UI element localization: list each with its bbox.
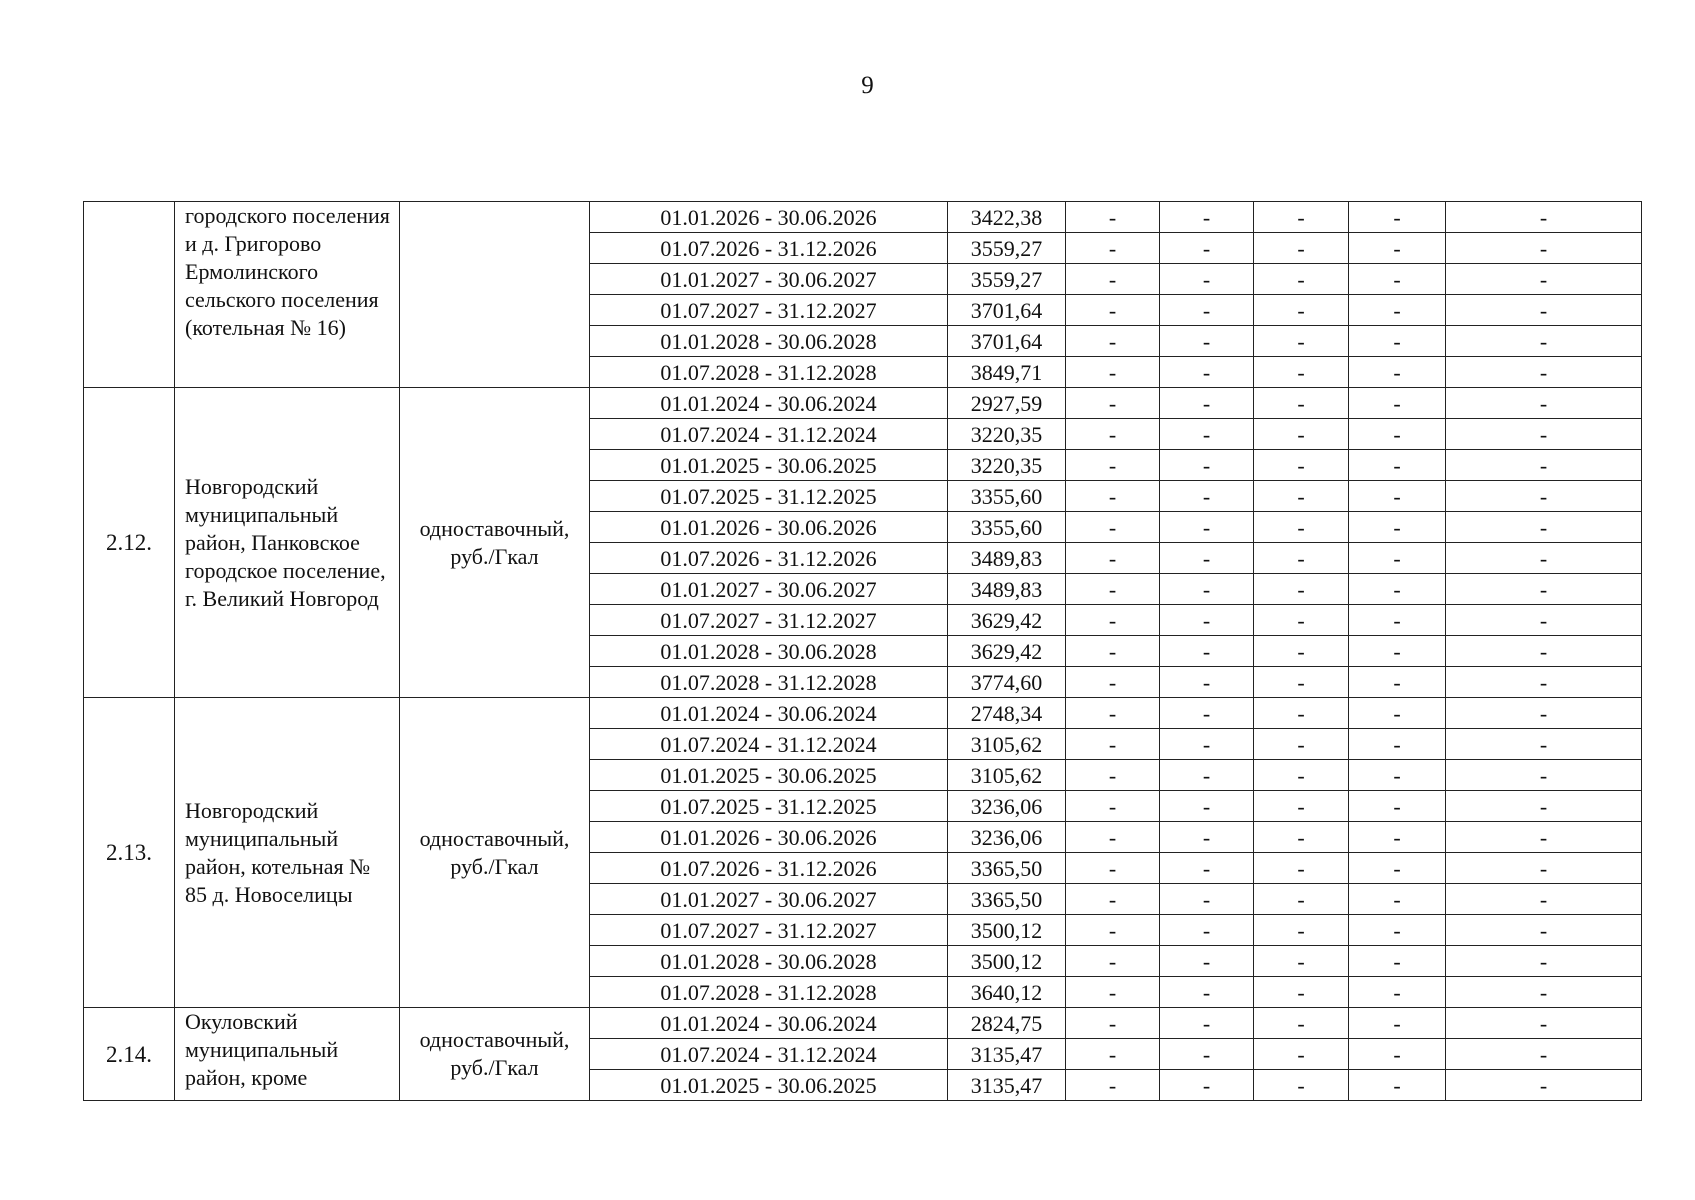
dash-cell: - — [1349, 1039, 1446, 1070]
dash-cell: - — [1446, 1039, 1642, 1070]
period-cell: 01.07.2027 - 31.12.2027 — [590, 915, 948, 946]
dash-cell: - — [1446, 977, 1642, 1008]
dash-cell: - — [1254, 481, 1349, 512]
dash-cell: - — [1066, 543, 1160, 574]
dash-cell: - — [1066, 729, 1160, 760]
item-number-cell — [84, 202, 175, 388]
dash-cell: - — [1349, 1070, 1446, 1101]
dash-cell: - — [1446, 915, 1642, 946]
table-row — [84, 698, 1642, 729]
territory-name-cell: Новгородский муниципальный район, Панковское городское поселение, г. Великий Новгород — [175, 388, 400, 698]
territory-name-cell: Новгородский муниципальный район, котельная № 85 д. Новоселицы — [175, 698, 400, 1008]
dash-cell: - — [1066, 512, 1160, 543]
period-cell: 01.07.2026 - 31.12.2026 — [590, 233, 948, 264]
tariff-value-cell: 2748,34 — [948, 698, 1066, 729]
dash-cell: - — [1066, 450, 1160, 481]
dash-cell: - — [1254, 667, 1349, 698]
dash-cell: - — [1446, 1008, 1642, 1039]
tariff-value-cell: 2927,59 — [948, 388, 1066, 419]
dash-cell: - — [1446, 264, 1642, 295]
tariff-value-cell: 3701,64 — [948, 295, 1066, 326]
tariff-value-cell: 2824,75 — [948, 1008, 1066, 1039]
period-cell: 01.01.2028 - 30.06.2028 — [590, 946, 948, 977]
dash-cell: - — [1160, 543, 1254, 574]
period-cell: 01.07.2024 - 31.12.2024 — [590, 419, 948, 450]
dash-cell: - — [1349, 512, 1446, 543]
period-cell: 01.01.2025 - 30.06.2025 — [590, 1070, 948, 1101]
dash-cell: - — [1254, 977, 1349, 1008]
dash-cell: - — [1254, 1008, 1349, 1039]
tariff-value-cell: 3559,27 — [948, 233, 1066, 264]
period-cell: 01.07.2028 - 31.12.2028 — [590, 977, 948, 1008]
dash-cell: - — [1066, 760, 1160, 791]
tariff-value-cell: 3559,27 — [948, 264, 1066, 295]
dash-cell: - — [1349, 264, 1446, 295]
dash-cell: - — [1254, 543, 1349, 574]
dash-cell: - — [1160, 202, 1254, 233]
dash-cell: - — [1446, 853, 1642, 884]
tariff-value-cell: 3629,42 — [948, 605, 1066, 636]
dash-cell: - — [1254, 295, 1349, 326]
dash-cell: - — [1254, 326, 1349, 357]
dash-cell: - — [1446, 388, 1642, 419]
tariff-value-cell: 3236,06 — [948, 791, 1066, 822]
item-number-cell: 2.13. — [84, 698, 175, 1008]
dash-cell: - — [1349, 636, 1446, 667]
tariff-value-cell: 3365,50 — [948, 853, 1066, 884]
period-cell: 01.01.2028 - 30.06.2028 — [590, 326, 948, 357]
dash-cell: - — [1349, 977, 1446, 1008]
tariff-value-cell: 3422,38 — [948, 202, 1066, 233]
dash-cell: - — [1066, 884, 1160, 915]
dash-cell: - — [1349, 760, 1446, 791]
dash-cell: - — [1066, 853, 1160, 884]
dash-cell: - — [1066, 233, 1160, 264]
tariff-value-cell: 3849,71 — [948, 357, 1066, 388]
period-cell: 01.01.2024 - 30.06.2024 — [590, 698, 948, 729]
dash-cell: - — [1160, 977, 1254, 1008]
dash-cell: - — [1066, 481, 1160, 512]
dash-cell: - — [1254, 574, 1349, 605]
dash-cell: - — [1349, 884, 1446, 915]
territory-name-cell: Окуловский муниципальный район, кроме — [175, 1008, 400, 1101]
dash-cell: - — [1066, 1008, 1160, 1039]
dash-cell: - — [1160, 357, 1254, 388]
dash-cell: - — [1349, 574, 1446, 605]
dash-cell: - — [1254, 512, 1349, 543]
period-cell: 01.07.2028 - 31.12.2028 — [590, 357, 948, 388]
dash-cell: - — [1446, 760, 1642, 791]
dash-cell: - — [1446, 605, 1642, 636]
dash-cell: - — [1446, 1070, 1642, 1101]
dash-cell: - — [1254, 1039, 1349, 1070]
dash-cell: - — [1349, 698, 1446, 729]
dash-cell: - — [1349, 202, 1446, 233]
dash-cell: - — [1446, 698, 1642, 729]
dash-cell: - — [1446, 543, 1642, 574]
dash-cell: - — [1254, 822, 1349, 853]
dash-cell: - — [1446, 481, 1642, 512]
period-cell: 01.01.2027 - 30.06.2027 — [590, 884, 948, 915]
tariff-value-cell: 3500,12 — [948, 946, 1066, 977]
page-number: 9 — [861, 72, 874, 99]
dash-cell: - — [1254, 915, 1349, 946]
period-cell: 01.01.2024 - 30.06.2024 — [590, 1008, 948, 1039]
dash-cell: - — [1446, 667, 1642, 698]
dash-cell: - — [1349, 946, 1446, 977]
tariff-value-cell: 3365,50 — [948, 884, 1066, 915]
dash-cell: - — [1446, 233, 1642, 264]
tariff-value-cell: 3774,60 — [948, 667, 1066, 698]
dash-cell: - — [1446, 946, 1642, 977]
dash-cell: - — [1160, 450, 1254, 481]
dash-cell: - — [1160, 1070, 1254, 1101]
tariff-value-cell: 3236,06 — [948, 822, 1066, 853]
dash-cell: - — [1066, 915, 1160, 946]
period-cell: 01.01.2026 - 30.06.2026 — [590, 822, 948, 853]
dash-cell: - — [1254, 946, 1349, 977]
dash-cell: - — [1160, 760, 1254, 791]
table-row — [84, 388, 1642, 419]
dash-cell: - — [1066, 326, 1160, 357]
period-cell: 01.01.2026 - 30.06.2026 — [590, 202, 948, 233]
tariff-value-cell: 3629,42 — [948, 636, 1066, 667]
dash-cell: - — [1349, 791, 1446, 822]
dash-cell: - — [1254, 1070, 1349, 1101]
dash-cell: - — [1446, 450, 1642, 481]
period-cell: 01.07.2025 - 31.12.2025 — [590, 481, 948, 512]
dash-cell: - — [1160, 295, 1254, 326]
period-cell: 01.01.2028 - 30.06.2028 — [590, 636, 948, 667]
period-cell: 01.07.2027 - 31.12.2027 — [590, 605, 948, 636]
dash-cell: - — [1160, 512, 1254, 543]
dash-cell: - — [1160, 946, 1254, 977]
dash-cell: - — [1066, 698, 1160, 729]
dash-cell: - — [1066, 605, 1160, 636]
dash-cell: - — [1446, 636, 1642, 667]
period-cell: 01.01.2026 - 30.06.2026 — [590, 512, 948, 543]
territory-name-cell: городского поселения и д. Григорово Ермолинского сельского поселения (котельная № 16) — [175, 202, 400, 388]
dash-cell: - — [1066, 667, 1160, 698]
dash-cell: - — [1446, 574, 1642, 605]
dash-cell: - — [1066, 791, 1160, 822]
dash-cell: - — [1446, 822, 1642, 853]
period-cell: 01.07.2024 - 31.12.2024 — [590, 729, 948, 760]
tariff-unit-cell: одноставочный, руб./Гкал — [400, 698, 590, 1008]
tariff-value-cell: 3135,47 — [948, 1070, 1066, 1101]
dash-cell: - — [1349, 543, 1446, 574]
dash-cell: - — [1160, 884, 1254, 915]
dash-cell: - — [1160, 388, 1254, 419]
dash-cell: - — [1066, 977, 1160, 1008]
dash-cell: - — [1066, 636, 1160, 667]
dash-cell: - — [1066, 295, 1160, 326]
dash-cell: - — [1066, 822, 1160, 853]
tariff-value-cell: 3105,62 — [948, 760, 1066, 791]
dash-cell: - — [1066, 357, 1160, 388]
dash-cell: - — [1446, 884, 1642, 915]
dash-cell: - — [1254, 605, 1349, 636]
dash-cell: - — [1160, 729, 1254, 760]
period-cell: 01.01.2025 - 30.06.2025 — [590, 760, 948, 791]
dash-cell: - — [1254, 791, 1349, 822]
tariff-unit-cell: одноставочный, руб./Гкал — [400, 1008, 590, 1101]
tariff-value-cell: 3489,83 — [948, 574, 1066, 605]
dash-cell: - — [1160, 791, 1254, 822]
dash-cell: - — [1349, 326, 1446, 357]
dash-cell: - — [1066, 388, 1160, 419]
dash-cell: - — [1254, 264, 1349, 295]
period-cell: 01.07.2026 - 31.12.2026 — [590, 543, 948, 574]
dash-cell: - — [1254, 853, 1349, 884]
tariff-value-cell: 3701,64 — [948, 326, 1066, 357]
dash-cell: - — [1254, 698, 1349, 729]
tariff-value-cell: 3500,12 — [948, 915, 1066, 946]
dash-cell: - — [1254, 729, 1349, 760]
table-row — [84, 202, 1642, 233]
dash-cell: - — [1066, 419, 1160, 450]
dash-cell: - — [1254, 884, 1349, 915]
dash-cell: - — [1066, 264, 1160, 295]
dash-cell: - — [1349, 233, 1446, 264]
dash-cell: - — [1160, 419, 1254, 450]
dash-cell: - — [1349, 822, 1446, 853]
dash-cell: - — [1160, 915, 1254, 946]
period-cell: 01.01.2024 - 30.06.2024 — [590, 388, 948, 419]
dash-cell: - — [1349, 1008, 1446, 1039]
period-cell: 01.07.2028 - 31.12.2028 — [590, 667, 948, 698]
dash-cell: - — [1349, 419, 1446, 450]
dash-cell: - — [1160, 605, 1254, 636]
dash-cell: - — [1160, 264, 1254, 295]
dash-cell: - — [1254, 760, 1349, 791]
dash-cell: - — [1349, 729, 1446, 760]
tariff-unit-cell — [400, 202, 590, 388]
period-cell: 01.01.2027 - 30.06.2027 — [590, 264, 948, 295]
tariff-value-cell: 3355,60 — [948, 481, 1066, 512]
period-cell: 01.01.2025 - 30.06.2025 — [590, 450, 948, 481]
dash-cell: - — [1160, 636, 1254, 667]
dash-cell: - — [1254, 388, 1349, 419]
tariff-value-cell: 3489,83 — [948, 543, 1066, 574]
dash-cell: - — [1160, 574, 1254, 605]
item-number-cell: 2.14. — [84, 1008, 175, 1101]
dash-cell: - — [1160, 1008, 1254, 1039]
dash-cell: - — [1349, 388, 1446, 419]
dash-cell: - — [1066, 946, 1160, 977]
dash-cell: - — [1160, 481, 1254, 512]
period-cell: 01.07.2027 - 31.12.2027 — [590, 295, 948, 326]
dash-cell: - — [1349, 481, 1446, 512]
dash-cell: - — [1349, 667, 1446, 698]
dash-cell: - — [1446, 512, 1642, 543]
period-cell: 01.07.2026 - 31.12.2026 — [590, 853, 948, 884]
dash-cell: - — [1066, 574, 1160, 605]
dash-cell: - — [1254, 636, 1349, 667]
dash-cell: - — [1349, 605, 1446, 636]
dash-cell: - — [1349, 853, 1446, 884]
tariff-value-cell: 3135,47 — [948, 1039, 1066, 1070]
dash-cell: - — [1349, 357, 1446, 388]
dash-cell: - — [1066, 1039, 1160, 1070]
dash-cell: - — [1446, 202, 1642, 233]
dash-cell: - — [1254, 357, 1349, 388]
dash-cell: - — [1446, 295, 1642, 326]
tariff-value-cell: 3220,35 — [948, 419, 1066, 450]
tariff-value-cell: 3640,12 — [948, 977, 1066, 1008]
period-cell: 01.07.2025 - 31.12.2025 — [590, 791, 948, 822]
tariff-unit-cell: одноставочный, руб./Гкал — [400, 388, 590, 698]
dash-cell: - — [1066, 1070, 1160, 1101]
dash-cell: - — [1160, 326, 1254, 357]
tariff-value-cell: 3220,35 — [948, 450, 1066, 481]
table-body — [84, 202, 1642, 1101]
dash-cell: - — [1349, 450, 1446, 481]
dash-cell: - — [1254, 419, 1349, 450]
tariff-value-cell: 3355,60 — [948, 512, 1066, 543]
dash-cell: - — [1160, 822, 1254, 853]
period-cell: 01.07.2024 - 31.12.2024 — [590, 1039, 948, 1070]
dash-cell: - — [1349, 295, 1446, 326]
period-cell: 01.01.2027 - 30.06.2027 — [590, 574, 948, 605]
tariff-value-cell: 3105,62 — [948, 729, 1066, 760]
dash-cell: - — [1160, 1039, 1254, 1070]
item-number-cell: 2.12. — [84, 388, 175, 698]
tariff-table — [83, 201, 1642, 1101]
dash-cell: - — [1446, 791, 1642, 822]
dash-cell: - — [1349, 915, 1446, 946]
dash-cell: - — [1446, 357, 1642, 388]
dash-cell: - — [1160, 698, 1254, 729]
dash-cell: - — [1160, 667, 1254, 698]
dash-cell: - — [1066, 202, 1160, 233]
dash-cell: - — [1254, 450, 1349, 481]
dash-cell: - — [1446, 419, 1642, 450]
dash-cell: - — [1160, 853, 1254, 884]
dash-cell: - — [1446, 729, 1642, 760]
dash-cell: - — [1446, 326, 1642, 357]
dash-cell: - — [1254, 233, 1349, 264]
dash-cell: - — [1254, 202, 1349, 233]
table-row — [84, 1008, 1642, 1039]
dash-cell: - — [1160, 233, 1254, 264]
